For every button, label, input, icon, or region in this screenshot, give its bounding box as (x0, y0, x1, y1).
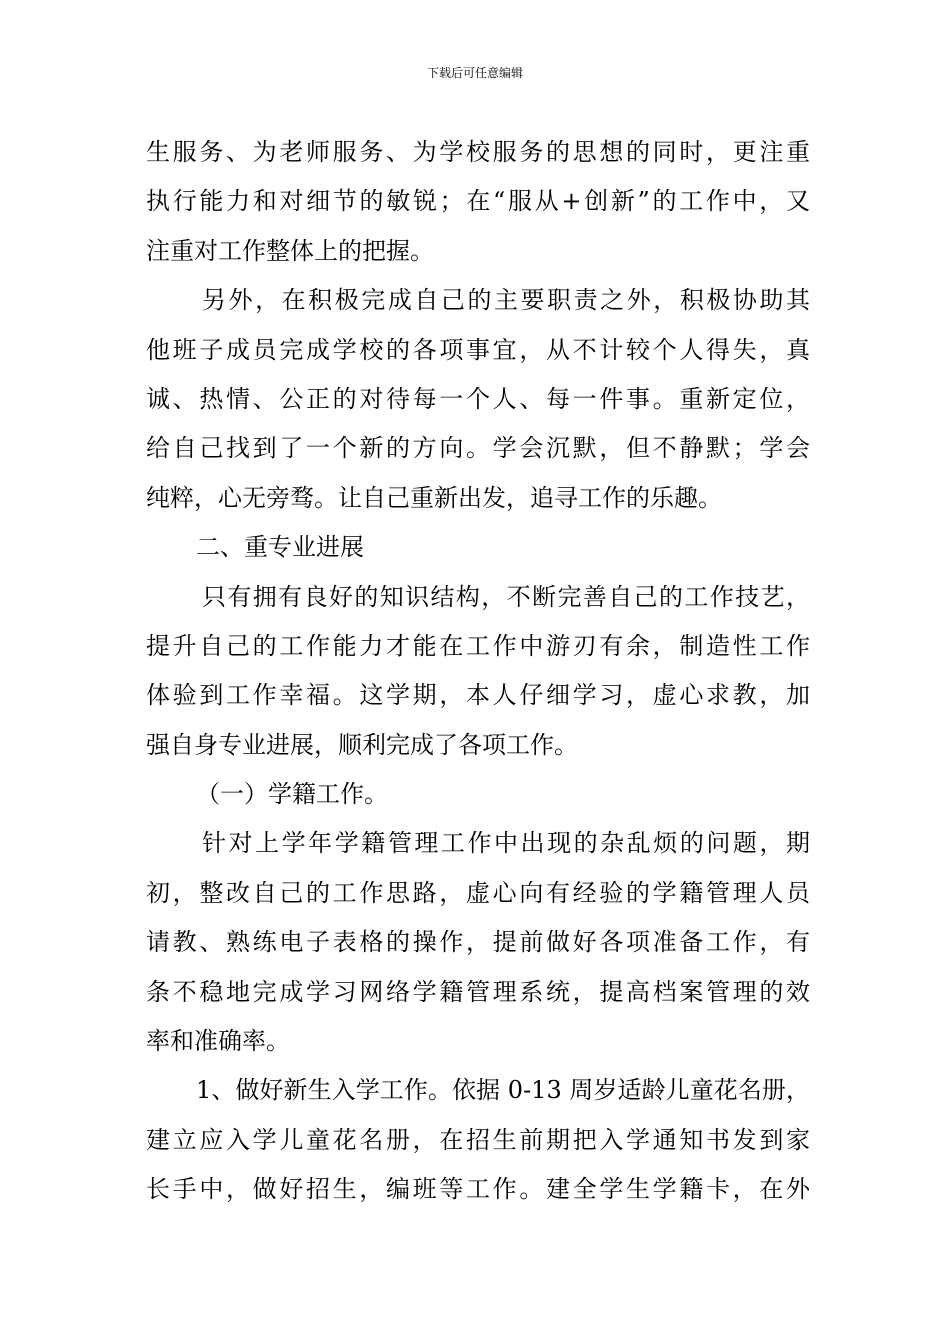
paragraph-first-line: 只有拥有良好的知识结构，不断完善自己的工作技艺， (202, 582, 810, 611)
text-line: 注重对工作整体上的把握。 (146, 236, 434, 265)
section-heading: 二、重专业进展 (196, 533, 364, 562)
subsection-heading: （一）学籍工作。 (196, 780, 388, 809)
text-line: 体验到工作幸福。这学期，本人仔细学习，虚心求教，加 (146, 681, 810, 710)
text-line: 诚、热情、公正的对待每一个人、每一件事。重新定位， (146, 384, 810, 413)
text-line: 给自己找到了一个新的方向。学会沉默，但不静默；学会 (146, 434, 810, 463)
text-line: 率和准确率。 (146, 1027, 290, 1056)
text-line: 初，整改自己的工作思路，虚心向有经验的学籍管理人员 (146, 878, 810, 907)
text-line: 纯粹，心无旁骛。让自己重新出发，追寻工作的乐趣。 (146, 483, 722, 512)
text-line: 提升自己的工作能力才能在工作中游刃有余，制造性工作 (146, 631, 810, 660)
paragraph-first-line: 另外，在积极完成自己的主要职责之外，积极协助其 (202, 286, 810, 315)
text-line: 生服务、为老师服务、为学校服务的思想的同时，更注重 (146, 138, 810, 166)
text-line: 条不稳地完成学习网络学籍管理系统，提高档案管理的效 (146, 977, 810, 1006)
paragraph-first-line: 针对上学年学籍管理工作中出现的杂乱烦的问题，期 (202, 829, 810, 858)
text-line: 强自身专业进展，顺利完成了各项工作。 (146, 730, 578, 759)
document-body (146, 128, 810, 1215)
text-line: 执行能力和对细节的敏锐；在“服从+创新”的工作中，又 (146, 187, 810, 216)
text-line: 建立应入学儿童花名册，在招生前期把入学通知书发到家 (146, 1125, 810, 1154)
paragraph-first-line: 1、做好新生入学工作。依据 0-13 周岁适龄儿童花名册， (196, 1076, 810, 1105)
text-line: 长手中，做好招生，编班等工作。建全学生学籍卡，在外 (146, 1175, 810, 1204)
text-line: 他班子成员完成学校的各项事宜，从不计较个人得失，真 (146, 335, 810, 364)
page-header: 下载后可任意编辑 (426, 66, 523, 80)
text-line: 请教、熟练电子表格的操作，提前做好各项准备工作，有 (146, 928, 810, 957)
